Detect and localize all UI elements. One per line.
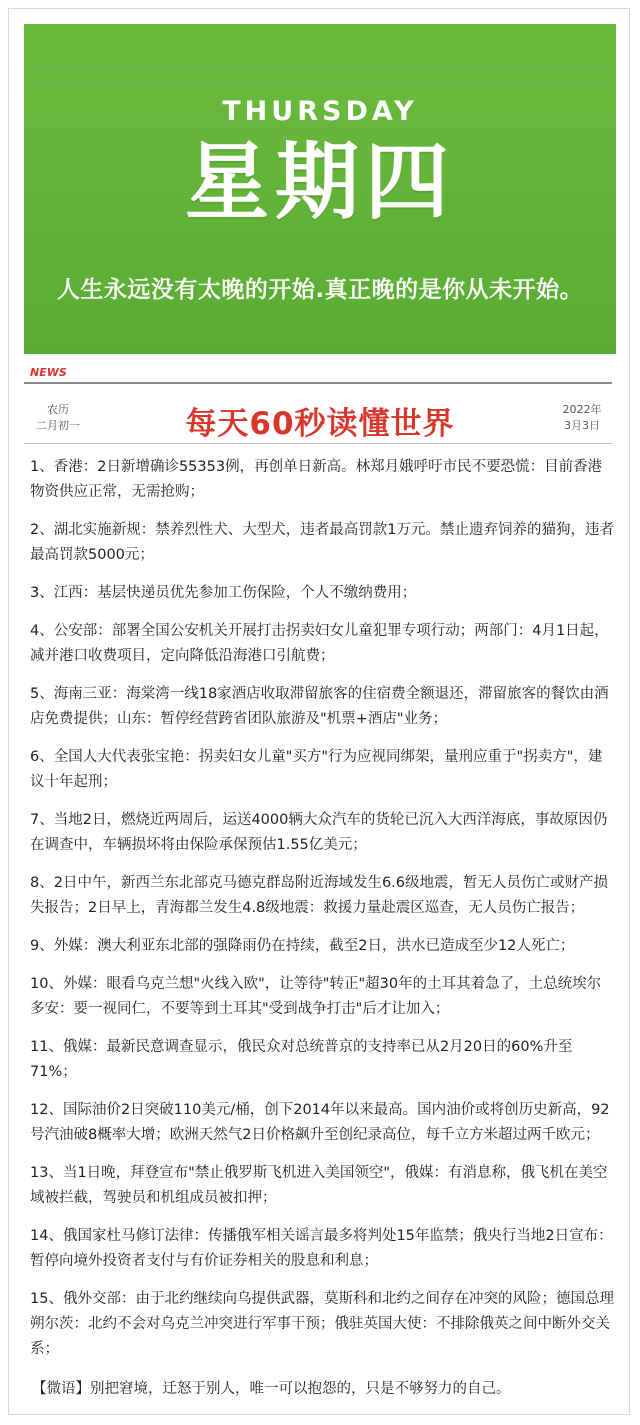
news-label: NEWS: [30, 366, 67, 379]
news-item: 11、俄媒：最新民意调查显示，俄民众对总统普京的支持率已从2月20日的60%升至71%；: [30, 1039, 573, 1080]
lunar-date: 二月初一: [36, 419, 80, 432]
news-item: 10、外媒：眼看乌克兰想"火线入欧"，让等待"转正"超30年的土耳其着急了，土总统埃尔多安：要一视同仁，不要等到土耳其"受到战争打击"后才让加入；: [30, 976, 602, 1017]
news-item: 14、俄国家杜马修订法律：传播俄军相关谣言最多将判处15年监禁；俄央行当地2日宣布：暂停向境外投资者支付与有价证券相关的股息和利息；: [30, 1228, 613, 1269]
lunar-label: 农历: [47, 403, 69, 416]
news-item: 9、外媒：澳大利亚东北部的强降雨仍在持续，截至2日，洪水已造成至少12人死亡；: [30, 938, 575, 954]
news-item: 15、俄外交部：由于北约继续向乌提供武器，莫斯科和北约之间存在冲突的风险；德国总理朔尔茨：北约不会对乌克兰冲突进行军事干预；俄驻英国大使：不排除俄英之间中断外交关系；: [30, 1291, 614, 1357]
news-item: 3、江西：基层快递员优先参加工伤保险，个人不缴纳费用；: [30, 585, 417, 601]
news-item: 6、全国人大代表张宝艳：拐卖妇女儿童"买方"行为应视同绑架，量刑应重于"拐卖方"，建议十年起刑；: [30, 749, 603, 790]
weekday-banner: [24, 24, 616, 354]
news-item: 12、国际油价2日突破110美元/桶，创下2014年以来最高。国内油价或将创历史新高，92号汽油破8概率大增；欧洲天然气2日价格飙升至创纪录高位，每千立方米超过两千欧元；: [30, 1102, 610, 1143]
date-day: 3月3日: [564, 419, 600, 432]
news-item: 13、当1日晚，拜登宣布"禁止俄罗斯飞机进入美国领空"，俄媒：有消息称，俄飞机在美空域被拦截，驾驶员和机组成员被扣押；: [30, 1165, 608, 1206]
daily-quote: 【微语】别把窘境，迁怒于别人，唯一可以抱怨的，只是不够努力的自己。: [32, 1381, 511, 1397]
gregorian-date-block: [552, 402, 612, 434]
divider-bottom: [24, 443, 612, 444]
weekday-english: THURSDAY: [222, 96, 418, 127]
news-item: 4、公安部：部署全国公安机关开展打击拐卖妇女儿童犯罪专项行动；两部门：4月1日起，减并港口收费项目，定向降低沿海港口引航费；: [30, 623, 609, 664]
news-item: 7、当地2日，燃烧近两周后，运送4000辆大众汽车的货轮已沉入大西洋海底，事故原因仍在调查中，车辆损坏将由保险承保预估1.55亿美元；: [30, 812, 608, 853]
date-year: 2022年: [562, 403, 602, 416]
news-item: 5、海南三亚：海棠湾一线18家酒店收取滞留旅客的住宿费全额退还，滞留旅客的餐饮由酒店免费提供；山东：暂停经营跨省团队旅游及"机票+酒店"业务；: [30, 686, 609, 727]
news-list: [30, 455, 614, 1375]
news-item: 8、2日中午，新西兰东北部克马德克群岛附近海域发生6.6级地震，暂无人员伤亡或财产损失报告；2日早上，青海都兰发生4.8级地震：救援力量赴震区巡查，无人员伤亡报告；: [30, 875, 609, 916]
news-item: 1、香港：2日新增确诊55353例，再创单日新高。林郑月娥呼吁市民不要恐慌：目前香港物资供应正常，无需抢购；: [30, 459, 603, 500]
banner-motto: 人生永远没有太晚的开始.真正晚的是你从未开始。: [56, 277, 584, 303]
news-item: 2、湖北实施新规：禁养烈性犬、大型犬，违者最高罚款1万元。禁止遗弃饲养的猫狗，违者最高罚款5000元；: [30, 522, 614, 563]
weekday-chinese: 星期四: [184, 133, 455, 231]
masthead-title: 每天60秒读懂世界: [185, 406, 455, 442]
divider-top: [24, 382, 612, 384]
